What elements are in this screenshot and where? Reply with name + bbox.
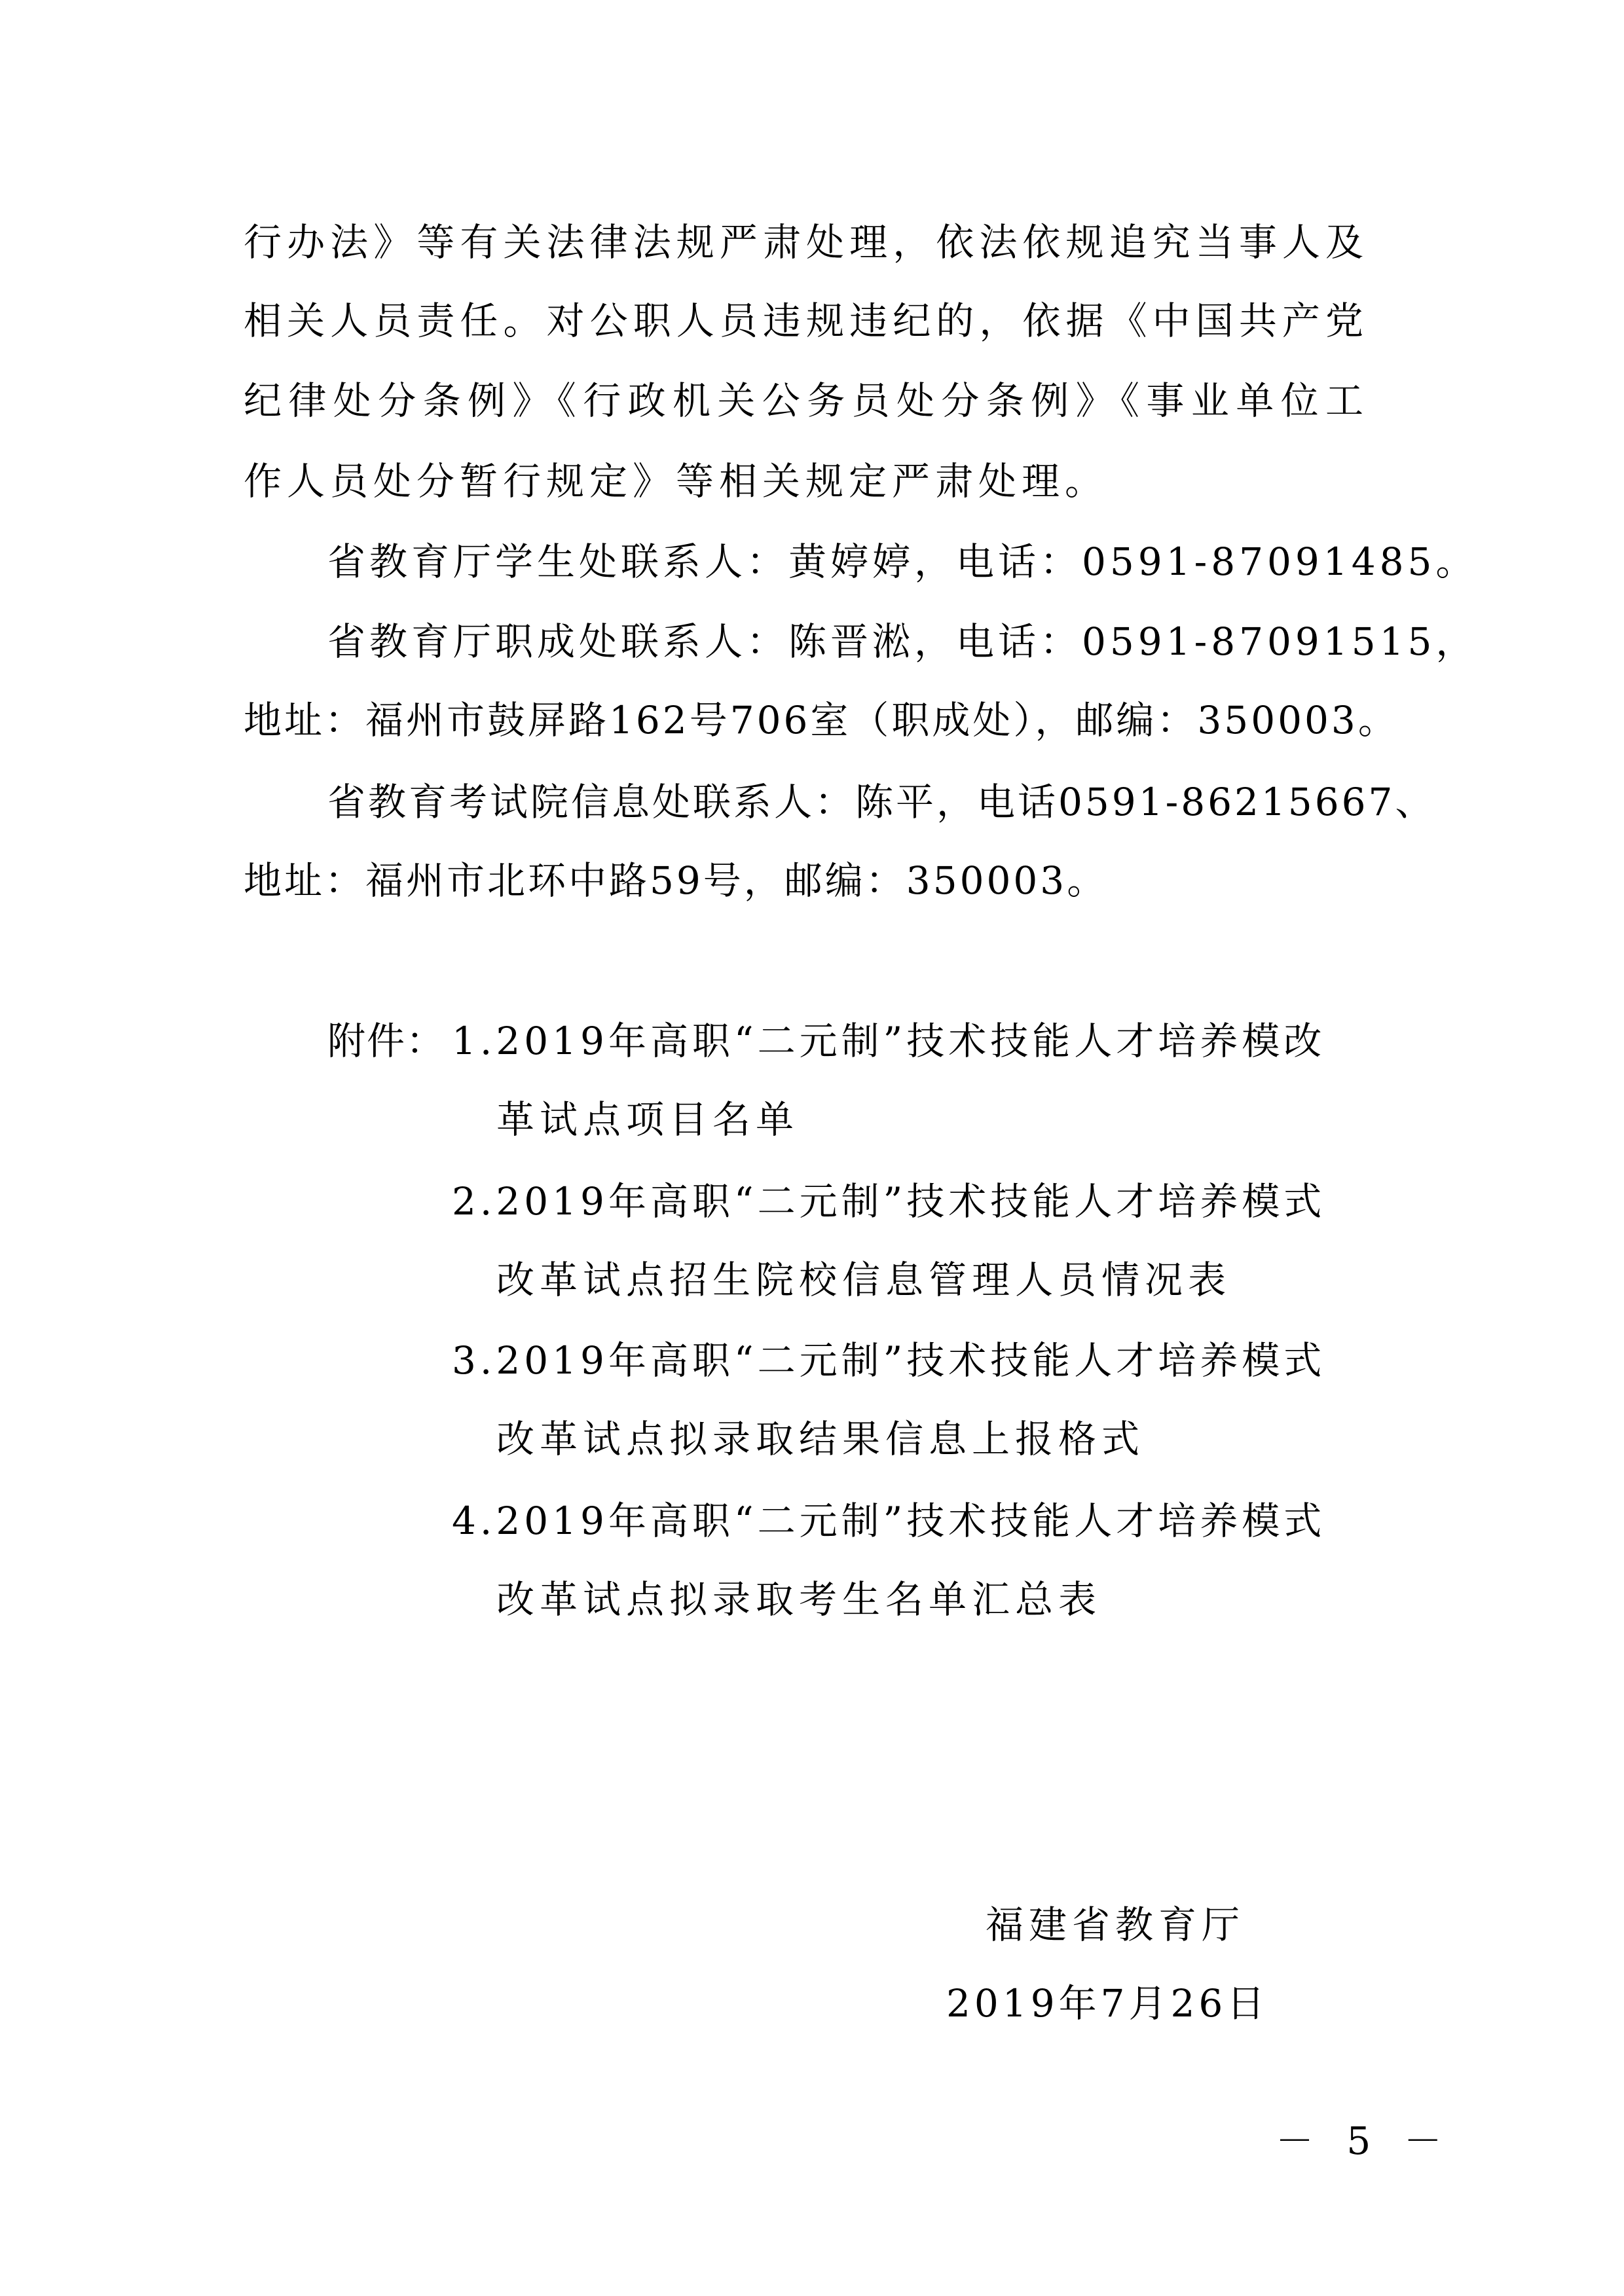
attachment-item-2: 2.2019年高职“二元制”技术技能人才培养模式 xyxy=(452,1179,1326,1224)
attachments-label: 附件： xyxy=(327,1019,446,1063)
attachment-item-3-cont: 改革试点拟录取结果信息上报格式 xyxy=(496,1417,1145,1461)
contact-vocational-office: 省教育厅职成处联系人：陈晋淞，电话：0591-87091515， xyxy=(327,619,1478,664)
body-paragraph-line: 行办法》等有关法律法规严肃处理，依法依规追究当事人及 xyxy=(244,220,1369,264)
attachment-item-1-cont: 革试点项目名单 xyxy=(496,1097,800,1142)
contact-vocational-address: 地址：福州市鼓屏路162号706室（职成处），邮编：350003。 xyxy=(244,698,1399,742)
attachment-item-1: 1.2019年高职“二元制”技术技能人才培养模改 xyxy=(452,1019,1326,1063)
attachment-item-2-cont: 改革试点招生院校信息管理人员情况表 xyxy=(496,1258,1232,1302)
attachment-item-4: 4.2019年高职“二元制”技术技能人才培养模式 xyxy=(452,1499,1326,1543)
attachment-item-3: 3.2019年高职“二元制”技术技能人才培养模式 xyxy=(452,1338,1326,1383)
body-paragraph-line: 相关人员责任。对公职人员违规违纪的，依据《中国共产党 xyxy=(244,299,1369,343)
contact-exam-institute: 省教育考试院信息处联系人：陈平，电话0591-86215667、 xyxy=(327,780,1436,824)
contact-student-office: 省教育厅学生处联系人：黄婷婷，电话：0591-87091485。 xyxy=(327,539,1478,584)
page-number: － 5 － xyxy=(1276,2119,1452,2163)
attachment-item-4-cont: 改革试点拟录取考生名单汇总表 xyxy=(496,1577,1102,1622)
body-paragraph-line: 纪律处分条例》《行政机关公务员处分条例》《事业单位工 xyxy=(244,378,1369,423)
signature-date: 2019年7月26日 xyxy=(946,1981,1269,2026)
signature-organization: 福建省教育厅 xyxy=(986,1903,1246,1947)
contact-exam-address: 地址：福州市北环中路59号，邮编：350003。 xyxy=(244,858,1108,903)
body-paragraph-line: 作人员处分暂行规定》等相关规定严肃处理。 xyxy=(244,459,1109,503)
